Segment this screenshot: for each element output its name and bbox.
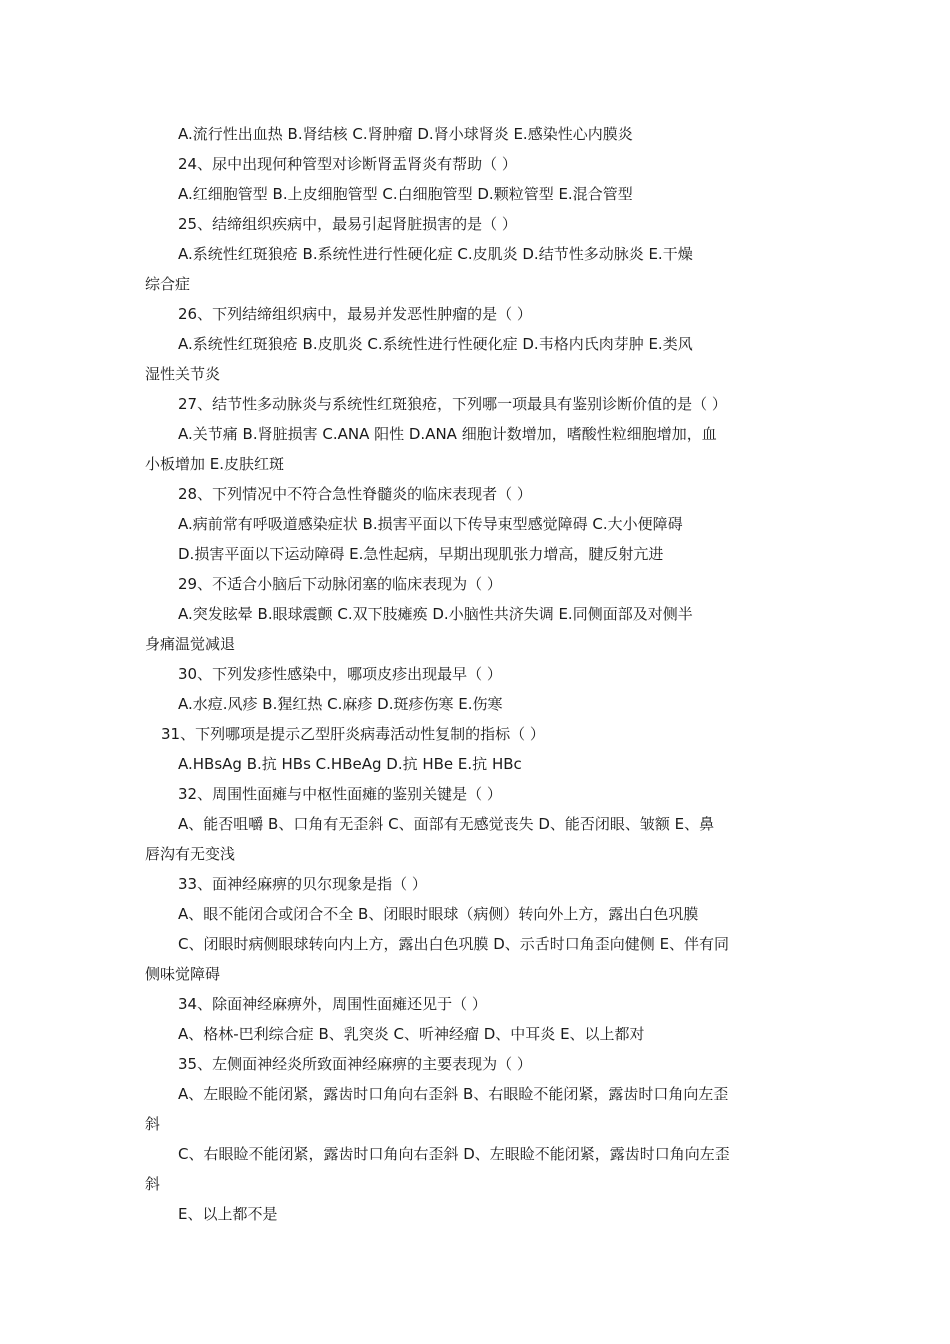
text-line: 27、结节性多动脉炎与系统性红斑狼疮，下列哪一项最具有鉴别诊断价值的是（ ）: [178, 395, 727, 413]
text-line: E、以上都不是: [178, 1205, 278, 1223]
text-line: 斜: [145, 1115, 161, 1133]
text-line: A.水痘.风疹 B.猩红热 C.麻疹 D.斑疹伤寒 E.伤寒: [178, 695, 503, 713]
question-list: [145, 119, 810, 1229]
text-line: 唇沟有无变浅: [145, 845, 236, 863]
text-line: A、格林-巴利综合症 B、乳突炎 C、听神经瘤 D、中耳炎 E、以上都对: [178, 1025, 645, 1043]
text-line: 32、周围性面瘫与中枢性面瘫的鉴别关键是（ ）: [178, 785, 502, 803]
text-line: A.病前常有呼吸道感染症状 B.损害平面以下传导束型感觉障碍 C.大小便障碍: [178, 515, 683, 533]
text-line: D.损害平面以下运动障碍 E.急性起病，早期出现肌张力增高，腱反射亢进: [178, 545, 664, 563]
text-line: 湿性关节炎: [145, 365, 221, 383]
text-line: 34、除面神经麻痹外，周围性面瘫还见于（ ）: [178, 995, 487, 1013]
text-line: A.红细胞管型 B.上皮细胞管型 C.白细胞管型 D.颗粒管型 E.混合管型: [178, 185, 633, 203]
text-line: 25、结缔组织疾病中，最易引起肾脏损害的是（ ）: [178, 215, 517, 233]
text-line: C、右眼睑不能闭紧，露齿时口角向右歪斜 D、左眼睑不能闭紧，露齿时口角向左歪: [178, 1145, 730, 1163]
text-line: 侧味觉障碍: [145, 965, 221, 983]
text-line: 29、不适合小脑后下动脉闭塞的临床表现为（ ）: [178, 575, 502, 593]
text-line: 身痛温觉减退: [145, 635, 236, 653]
text-line: 小板增加 E.皮肤红斑: [145, 455, 285, 473]
text-line: A.突发眩晕 B.眼球震颤 C.双下肢瘫痪 D.小脑性共济失调 E.同侧面部及对侧半: [178, 605, 693, 623]
text-line: 26、下列结缔组织病中，最易并发恶性肿瘤的是（ ）: [178, 305, 532, 323]
text-line: C、闭眼时病侧眼球转向内上方，露出白色巩膜 D、示舌时口角歪向健侧 E、伴有同: [178, 935, 730, 953]
text-line: A.HBsAg B.抗 HBs C.HBeAg D.抗 HBe E.抗 HBc: [178, 755, 522, 773]
text-line: A.系统性红斑狼疮 B.皮肌炎 C.系统性进行性硬化症 D.韦格内氏肉芽肿 E.类风: [178, 335, 693, 353]
text-line: 24、尿中出现何种管型对诊断肾盂肾炎有帮助（ ）: [178, 155, 517, 173]
text-line: 31、下列哪项是提示乙型肝炎病毒活动性复制的指标（ ）: [161, 725, 545, 743]
text-line: 33、面神经麻痹的贝尔现象是指（ ）: [178, 875, 427, 893]
text-line: A、眼不能闭合或闭合不全 B、闭眼时眼球（病侧）转向外上方，露出白色巩膜: [178, 905, 699, 923]
text-line: 35、左侧面神经炎所致面神经麻痹的主要表现为（ ）: [178, 1055, 532, 1073]
text-line: A.关节痛 B.肾脏损害 C.ANA 阳性 D.ANA 细胞计数增加，嗜酸性粒细胞增加，血: [178, 425, 717, 443]
text-line: A.流行性出血热 B.肾结核 C.肾肿瘤 D.肾小球肾炎 E.感染性心内膜炎: [178, 125, 633, 143]
text-line: 30、下列发疹性感染中，哪项皮疹出现最早（ ）: [178, 665, 502, 683]
text-line: A、左眼睑不能闭紧，露齿时口角向右歪斜 B、右眼睑不能闭紧，露齿时口角向左歪: [178, 1085, 729, 1103]
text-line: 28、下列情况中不符合急性脊髓炎的临床表现者（ ）: [178, 485, 532, 503]
text-line: A、能否咀嚼 B、口角有无歪斜 C、面部有无感觉丧失 D、能否闭眼、皱额 E、鼻: [178, 815, 715, 833]
text-line: A.系统性红斑狼疮 B.系统性进行性硬化症 C.皮肌炎 D.结节性多动脉炎 E.干燥: [178, 245, 693, 263]
text-line: 综合症: [145, 275, 191, 293]
text-line: 斜: [145, 1175, 161, 1193]
